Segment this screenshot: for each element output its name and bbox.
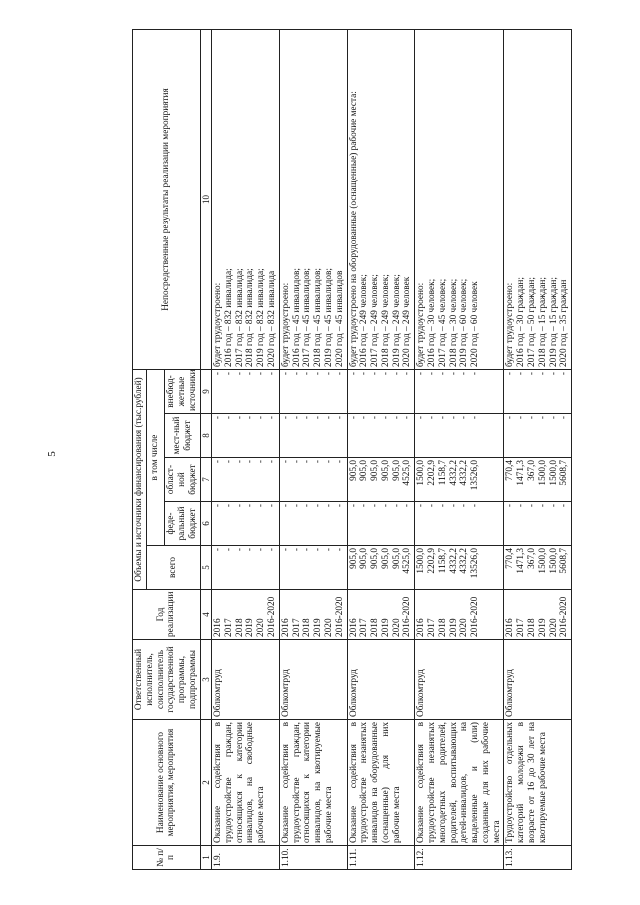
offbudget-cell	[212, 369, 280, 413]
results-cell	[279, 29, 347, 369]
header-federal: феде-ральный бюджет	[165, 502, 200, 546]
total-value: -	[334, 548, 345, 552]
regional-value: 5608,7	[559, 460, 570, 486]
years-cell	[415, 590, 504, 640]
total-value: -	[245, 548, 256, 552]
federal-value: -	[280, 504, 291, 508]
total-value: 1500,0	[548, 548, 559, 574]
regional-value: 770,4	[505, 460, 516, 481]
local-cell	[415, 414, 504, 458]
header-total: всего	[146, 546, 200, 590]
regional-value: 905,0	[391, 460, 402, 481]
local-value: -	[470, 416, 481, 420]
total-value: -	[213, 548, 224, 552]
total-value: 905,0	[370, 548, 381, 569]
federal-cell	[212, 502, 280, 546]
year-value: 2018	[370, 618, 381, 637]
row-number: 1.11.	[347, 846, 415, 870]
header-year: Год реализации	[133, 590, 201, 640]
column-number: 2	[200, 720, 211, 846]
local-value: -	[516, 416, 527, 420]
total-cell	[415, 546, 504, 590]
offbudget-value: -	[370, 371, 381, 376]
local-value: -	[359, 416, 370, 420]
column-numbers-row	[200, 29, 211, 869]
year-value: 2020	[459, 618, 470, 637]
result-line: 2018 год – 45 инвалидов;	[313, 268, 324, 367]
total-value: 1158,7	[437, 548, 448, 574]
federal-value: -	[505, 504, 516, 508]
result-line: 2019 год – 60 человек;	[459, 278, 470, 367]
executor: Облкомтруд	[415, 640, 504, 720]
years-cell	[212, 590, 280, 640]
local-cell	[347, 414, 415, 458]
federal-value: -	[359, 504, 370, 508]
table-body	[212, 29, 572, 869]
year-value: 2016	[416, 618, 427, 637]
year-value: 2016-2020	[470, 596, 481, 637]
offbudget-value: -	[537, 371, 548, 376]
results-cell	[212, 29, 280, 369]
offbudget-value: -	[380, 371, 391, 376]
local-value: -	[280, 416, 291, 420]
measure-name: Оказание содействия в трудоустройстве незанятых многодетных родителей, родителей, воспитывающих детей-инвалидов, на выделенные и (или) созданные для них рабочие места	[415, 720, 504, 846]
federal-value: -	[256, 504, 267, 508]
offbudget-cell	[504, 369, 572, 413]
header-including: в том числе	[146, 369, 165, 545]
year-value: 2019	[380, 618, 391, 637]
year-value: 2017	[291, 618, 302, 637]
regional-value: -	[267, 460, 278, 464]
federal-cell	[279, 502, 347, 546]
regional-value: 905,0	[380, 460, 391, 481]
header-num: № п/п	[133, 846, 201, 870]
federal-value: -	[537, 504, 548, 508]
row-number: 1.9.	[212, 846, 280, 870]
offbudget-value: -	[548, 371, 559, 376]
year-value: 2016	[213, 618, 224, 637]
result-line: 2017 год – 50 граждан;	[527, 277, 537, 367]
year-value: 2019	[245, 618, 256, 637]
result-line: будет трудоустроено:	[213, 282, 224, 367]
executor: Облкомтруд	[279, 640, 347, 720]
local-value: -	[370, 416, 381, 420]
measure-name: Оказание содействия в трудоустройстве граждан, относящихся к категории инвалидов, на свободные рабочие места	[212, 720, 280, 846]
federal-value: -	[380, 504, 391, 508]
year-value: 2016-2020	[402, 596, 413, 637]
offbudget-value: -	[323, 371, 334, 376]
result-line: 2016 год – 832 инвалида;	[223, 268, 234, 367]
year-value: 2017	[223, 618, 234, 637]
regional-value: 13526,0	[470, 460, 481, 491]
result-line: 2020 год – 249 человек	[402, 276, 413, 367]
federal-value: -	[402, 504, 413, 508]
result-line: 2019 год – 45 инвалидов;	[323, 268, 334, 367]
results-cell	[347, 29, 415, 369]
years-cell	[347, 590, 415, 640]
result-line: 2016 год – 30 граждан;	[516, 277, 527, 367]
result-line: 2016 год – 249 человек;	[359, 274, 370, 367]
total-value: -	[313, 548, 324, 552]
year-value: 2016	[280, 618, 291, 637]
offbudget-value: -	[426, 371, 437, 376]
total-value: 13526,0	[470, 548, 481, 579]
federal-value: -	[245, 504, 256, 508]
regional-cell	[504, 458, 572, 502]
year-value: 2019	[537, 618, 548, 637]
offbudget-value: -	[302, 371, 313, 376]
result-line: 2016 год – 45 инвалидов;	[291, 268, 302, 367]
regional-value: 1500,0	[416, 460, 427, 486]
total-value: 770,4	[505, 548, 516, 569]
federal-value: -	[459, 504, 470, 508]
result-line: будет трудоустроено на оборудованные (оснащенные) рабочие места:	[348, 91, 359, 367]
federal-value: -	[527, 504, 537, 508]
offbudget-value: -	[359, 371, 370, 376]
regional-value: -	[313, 460, 324, 464]
offbudget-value: -	[213, 371, 224, 376]
offbudget-value: -	[267, 371, 278, 376]
result-line: 2018 год – 30 человек;	[448, 278, 459, 367]
local-value: -	[323, 416, 334, 420]
federal-value: -	[548, 504, 559, 508]
executor: Облкомтруд	[504, 640, 572, 720]
regional-value: 905,0	[359, 460, 370, 481]
federal-value: -	[267, 504, 278, 508]
federal-cell	[415, 502, 504, 546]
local-value: -	[302, 416, 313, 420]
executor: Облкомтруд	[212, 640, 280, 720]
offbudget-value: -	[459, 371, 470, 376]
measure-name: Оказание содействия в трудоустройстве граждан, относящихся к категории инвалидов, на квотируемые рабочие места	[279, 720, 347, 846]
column-number: 1	[200, 846, 211, 870]
regional-value: 1500,0	[537, 460, 548, 486]
federal-value: -	[516, 504, 527, 508]
header-executor: Ответственный исполнитель, соисполнитель государственной программы, подпрограммы	[133, 640, 201, 720]
regional-cell	[415, 458, 504, 502]
result-line: будет трудоустроено:	[280, 282, 291, 367]
federal-value: -	[334, 504, 345, 508]
result-line: 2019 год – 15 граждан;	[548, 277, 559, 367]
column-number: 8	[200, 414, 211, 458]
total-value: 4332,2	[459, 548, 470, 574]
regional-value: 2202,9	[426, 460, 437, 486]
column-number: 3	[200, 640, 211, 720]
year-value: 2020	[548, 618, 559, 637]
local-cell	[504, 414, 572, 458]
row-number: 1.12.	[415, 846, 504, 870]
local-value: -	[256, 416, 267, 420]
offbudget-value: -	[402, 371, 413, 376]
year-value: 2016	[505, 618, 516, 637]
years-cell	[504, 590, 572, 640]
header-results: Непосредственные результаты реализации мероприятия	[133, 29, 201, 369]
offbudget-value: -	[313, 371, 324, 376]
year-value: 2020	[256, 618, 267, 637]
local-value: -	[537, 416, 548, 420]
total-value: 905,0	[348, 548, 359, 569]
regional-value: -	[291, 460, 302, 464]
header-offbudget: внебюд-жетные источники	[165, 369, 200, 413]
result-line: 2020 год – 45 инвалидов	[334, 270, 345, 367]
offbudget-value: -	[291, 371, 302, 376]
federal-value: -	[291, 504, 302, 508]
offbudget-value: -	[256, 371, 267, 376]
result-line: 2019 год – 832 инвалида;	[256, 268, 267, 367]
local-value: -	[426, 416, 437, 420]
result-line: будет трудоустроено:	[416, 282, 427, 367]
year-value: 2016-2020	[559, 596, 570, 637]
regional-value: -	[256, 460, 267, 464]
regional-cell	[212, 458, 280, 502]
offbudget-value: -	[437, 371, 448, 376]
year-value: 2018	[527, 618, 537, 637]
total-value: 905,0	[391, 548, 402, 569]
result-line: 2018 год – 249 человек;	[380, 274, 391, 367]
regional-value: -	[334, 460, 345, 464]
local-value: -	[527, 416, 537, 420]
federal-value: -	[323, 504, 334, 508]
table-row	[347, 29, 415, 869]
column-number: 6	[200, 502, 211, 546]
federal-value: -	[234, 504, 245, 508]
local-value: -	[213, 416, 224, 420]
offbudget-cell	[279, 369, 347, 413]
total-cell	[212, 546, 280, 590]
year-value: 2019	[313, 618, 324, 637]
year-value: 2016-2020	[334, 596, 345, 637]
regional-value: 4332,2	[448, 460, 459, 486]
measure-name: Трудоустройство отдельных категорий молодежи в возрасте от 16 до 30 лет на квотируемые рабочие места	[504, 720, 572, 846]
year-value: 2020	[391, 618, 402, 637]
federal-value: -	[213, 504, 224, 508]
total-cell	[279, 546, 347, 590]
regional-value: 1471,3	[516, 460, 527, 486]
federal-value: -	[223, 504, 234, 508]
federal-value: -	[313, 504, 324, 508]
local-value: -	[416, 416, 427, 420]
local-value: -	[267, 416, 278, 420]
total-value: 1500,0	[416, 548, 427, 574]
row-number: 1.10.	[279, 846, 347, 870]
row-number: 1.13.	[504, 846, 572, 870]
total-value: 1471,3	[516, 548, 527, 574]
result-line: 2020 год – 60 человек	[470, 281, 481, 367]
table-row	[212, 29, 280, 869]
local-value: -	[234, 416, 245, 420]
local-value: -	[402, 416, 413, 420]
offbudget-value: -	[334, 371, 345, 376]
header-funding: Объемы и источники финансирования (тыс.рублей)	[133, 369, 147, 589]
total-value: -	[256, 548, 267, 552]
result-line: 2017 год – 45 инвалидов;	[302, 268, 313, 367]
local-value: -	[223, 416, 234, 420]
offbudget-value: -	[391, 371, 402, 376]
result-line: 2017 год – 832 инвалида;	[234, 268, 245, 367]
total-value: -	[234, 548, 245, 552]
federal-value: -	[370, 504, 381, 508]
year-value: 2017	[359, 618, 370, 637]
column-number: 7	[200, 458, 211, 502]
federal-value: -	[348, 504, 359, 508]
offbudget-value: -	[470, 371, 481, 376]
year-value: 2016	[348, 618, 359, 637]
column-number: 9	[200, 369, 211, 413]
federal-cell	[504, 502, 572, 546]
regional-value: -	[323, 460, 334, 464]
total-value: 367,0	[527, 548, 537, 569]
table-row	[279, 29, 347, 869]
total-value: -	[291, 548, 302, 552]
local-value: -	[348, 416, 359, 420]
total-value: 905,0	[380, 548, 391, 569]
regional-value: 1500,0	[548, 460, 559, 486]
regional-value: 905,0	[348, 460, 359, 481]
offbudget-cell	[347, 369, 415, 413]
offbudget-value: -	[559, 371, 570, 376]
regional-value: 905,0	[370, 460, 381, 481]
year-value: 2017	[426, 618, 437, 637]
header-local: мест-ный бюджет	[165, 414, 200, 458]
regional-cell	[279, 458, 347, 502]
regional-value: -	[213, 460, 224, 464]
local-value: -	[559, 416, 570, 420]
regional-value: -	[302, 460, 313, 464]
offbudget-value: -	[234, 371, 245, 376]
local-value: -	[291, 416, 302, 420]
local-value: -	[505, 416, 516, 420]
total-value: 1500,0	[537, 548, 548, 574]
offbudget-value: -	[245, 371, 256, 376]
result-line: 2020 год – 35 граждан	[559, 279, 570, 367]
rotated-table-wrapper	[132, 30, 612, 870]
local-value: -	[380, 416, 391, 420]
year-value: 2018	[234, 618, 245, 637]
offbudget-value: -	[223, 371, 234, 376]
total-cell	[504, 546, 572, 590]
federal-value: -	[302, 504, 313, 508]
result-line: 2016 год – 30 человек;	[426, 278, 437, 367]
result-line: 2017 год – 249 человек;	[370, 274, 381, 367]
executor: Облкомтруд	[347, 640, 415, 720]
total-value: -	[223, 548, 234, 552]
regional-cell	[347, 458, 415, 502]
total-value: -	[267, 548, 278, 552]
results-cell	[415, 29, 504, 369]
regional-value: 1158,7	[437, 460, 448, 486]
regional-value: 4332,2	[459, 460, 470, 486]
year-value: 2016-2020	[267, 596, 278, 637]
total-value: 4525,0	[402, 548, 413, 574]
federal-value: -	[416, 504, 427, 508]
total-value: 4332,2	[448, 548, 459, 574]
header-name: Наименование основного мероприятия, мероприятия	[133, 720, 201, 846]
header-regional: област-ной бюджет	[165, 458, 200, 502]
offbudget-cell	[415, 369, 504, 413]
column-number: 10	[200, 29, 211, 369]
total-value: 2202,9	[426, 548, 437, 574]
result-line: 2019 год – 249 человек;	[391, 274, 402, 367]
year-value: 2017	[516, 618, 527, 637]
year-value: 2018	[302, 618, 313, 637]
year-value: 2018	[437, 618, 448, 637]
result-line: 2017 год – 45 человек;	[437, 278, 448, 367]
local-value: -	[548, 416, 559, 420]
year-value: 2020	[323, 618, 334, 637]
result-line: будет трудоустроено:	[505, 282, 516, 367]
total-value: -	[323, 548, 334, 552]
local-value: -	[437, 416, 448, 420]
result-line: 2020 год – 832 инвалида	[267, 270, 278, 367]
total-cell	[347, 546, 415, 590]
result-line: 2018 год – 832 инвалида;	[245, 268, 256, 367]
offbudget-value: -	[527, 371, 537, 376]
total-value: -	[280, 548, 291, 552]
offbudget-value: -	[516, 371, 527, 376]
local-value: -	[459, 416, 470, 420]
regional-value: -	[280, 460, 291, 464]
local-value: -	[448, 416, 459, 420]
page-number: 5	[46, 451, 58, 457]
column-number: 5	[200, 546, 211, 590]
offbudget-value: -	[348, 371, 359, 376]
regional-value: -	[245, 460, 256, 464]
offbudget-value: -	[280, 371, 291, 376]
local-value: -	[245, 416, 256, 420]
total-value: 905,0	[359, 548, 370, 569]
federal-cell	[347, 502, 415, 546]
regional-value: -	[234, 460, 245, 464]
offbudget-value: -	[416, 371, 427, 376]
table-row	[415, 29, 504, 869]
measure-name: Оказание содействия в трудоустройстве незанятых инвалидов на оборудованные (оснащенные) для них рабочие места	[347, 720, 415, 846]
local-value: -	[391, 416, 402, 420]
local-value: -	[334, 416, 345, 420]
years-cell	[279, 590, 347, 640]
total-value: -	[302, 548, 313, 552]
regional-value: -	[223, 460, 234, 464]
federal-value: -	[559, 504, 570, 508]
local-cell	[212, 414, 280, 458]
year-value: 2019	[448, 618, 459, 637]
offbudget-value: -	[505, 371, 516, 376]
federal-value: -	[448, 504, 459, 508]
result-line: 2018 год – 15 граждан;	[537, 277, 548, 367]
total-value: 5608,7	[559, 548, 570, 574]
federal-value: -	[391, 504, 402, 508]
table-row	[504, 29, 572, 869]
regional-value: 4525,0	[402, 460, 413, 486]
federal-value: -	[426, 504, 437, 508]
program-measures-table	[132, 29, 572, 870]
results-cell	[504, 29, 572, 369]
local-value: -	[313, 416, 324, 420]
regional-value: 367,0	[527, 460, 537, 481]
federal-value: -	[437, 504, 448, 508]
column-number: 4	[200, 590, 211, 640]
federal-value: -	[470, 504, 481, 508]
local-cell	[279, 414, 347, 458]
offbudget-value: -	[448, 371, 459, 376]
